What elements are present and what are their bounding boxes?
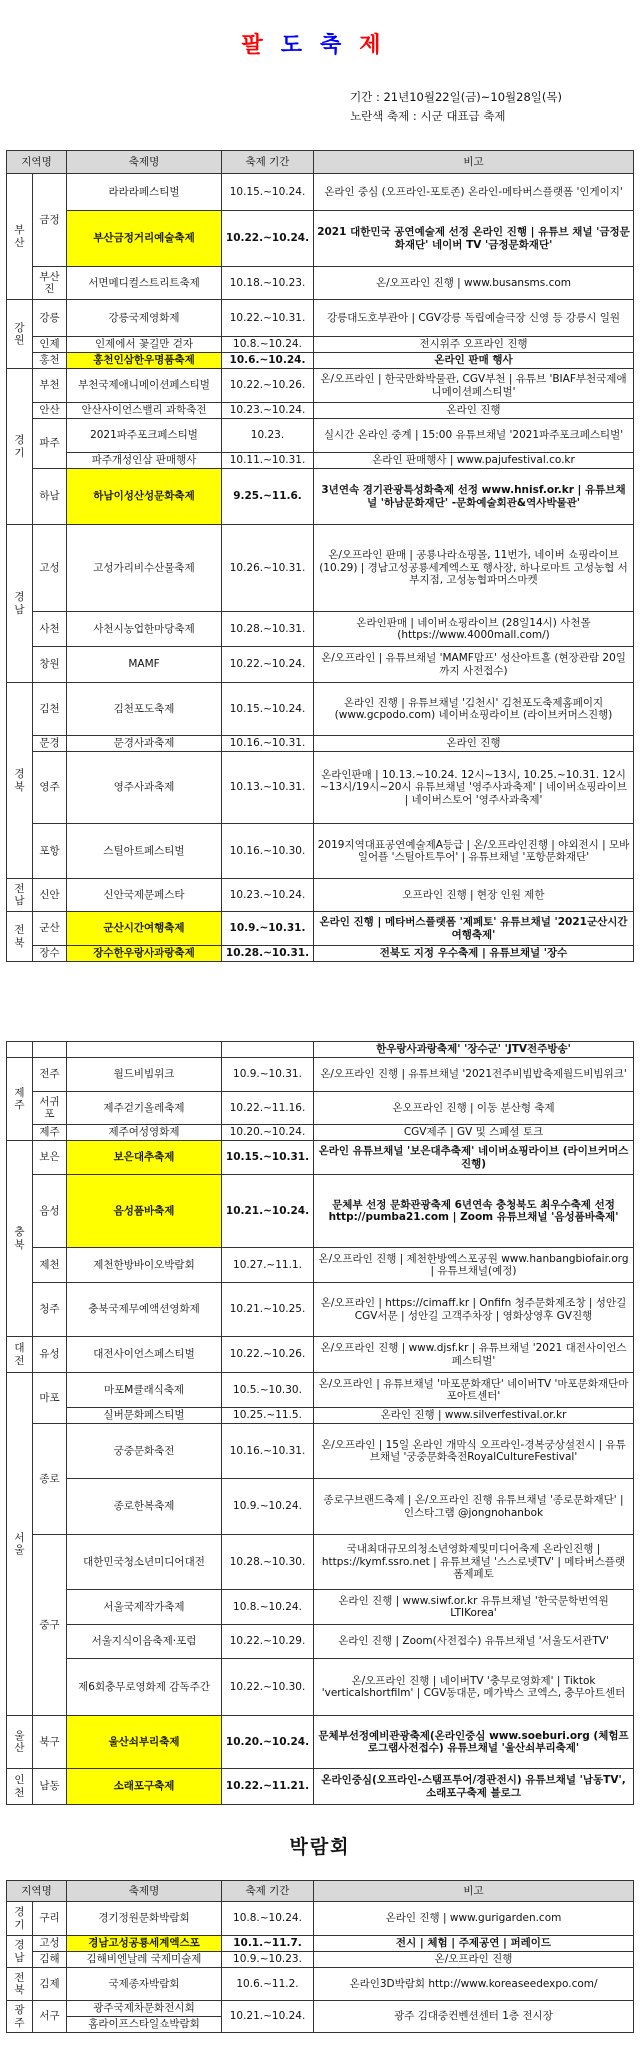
festival-name: 문경사과축제 (67, 736, 222, 752)
festival-name: 월드비빔위크 (67, 1058, 222, 1092)
table-row (7, 353, 634, 369)
festival-period: 10.23.~10.24. (222, 879, 314, 912)
expo-remark: 온라인3D박람회 http://www.koreaseedexpo.com/ (314, 1968, 634, 2001)
festival-remark: 온라인 진행 | www.siwf.or.kr 유튜브채널 '한국문학번역원LTIKorea' (314, 1590, 634, 1625)
festival-period: 10.21.~10.24. (222, 1175, 314, 1248)
festival-name: 마포M클래식축제 (67, 1373, 222, 1408)
festival-remark: 온라인 진행 (314, 403, 634, 419)
festival-remark: 전시위주 오프라인 진행 (314, 337, 634, 353)
title-char-4: 제 (359, 33, 399, 58)
festival-period: 10.22.~10.24. (222, 647, 314, 683)
festival-remark: 온라인 진행 | 메타버스플랫폼 '제페토' 유튜브채널 '2021군산시간여행축제' (314, 912, 634, 946)
festival-remark: 전북도 지정 우수축제 | 유튜브채널 '장수 (314, 946, 634, 962)
festival-period: 10.26.~10.31. (222, 525, 314, 612)
festival-period: 10.22.~11.16. (222, 1092, 314, 1125)
subregion: 제천 (33, 1248, 67, 1283)
region: 경북 (7, 683, 33, 879)
festival-remark: 온/오프라인 진행 | 유튜브채널 '2021전주비빔밥축제월드비빔위크' (314, 1058, 634, 1092)
festival-name: MAMF (67, 647, 222, 683)
festival-remark: 온/오프라인 | 유튜브채널 '마포문화재단' 네이버TV '마포문화재단마포아트센터' (314, 1373, 634, 1408)
title-char-2: 도 (280, 33, 320, 58)
festival-remark: 온/오프라인 진행 | www.busansms.com (314, 267, 634, 300)
expo-period: 10.9.~10.23. (222, 1952, 314, 1968)
festival-name: 홍천인삼한우명품축제 (67, 353, 222, 369)
subregion: 김해 (33, 1952, 67, 1968)
subregion: 중구 (33, 1535, 67, 1716)
expo-remark: 온라인 진행 | www.gurigarden.com (314, 1902, 634, 1936)
festival-period: 10.5.~10.30. (222, 1373, 314, 1408)
table-row (7, 337, 634, 353)
festival-remark: 온라인 진행 (314, 736, 634, 752)
table-row (7, 525, 634, 612)
table-row (7, 879, 634, 912)
festival-period: 10.11.~10.31. (222, 453, 314, 469)
subregion: 마포 (33, 1373, 67, 1424)
festival-remark: 2021 대한민국 공연예술제 선정 온라인 진행 | 유튜브 채널 '금정문화재단' 네이버 TV '금정문화재단' (314, 211, 634, 267)
table-row (7, 1092, 634, 1125)
region: 경남 (7, 1936, 33, 1968)
festival-period: 10.13.~10.31. (222, 752, 314, 824)
header-name: 축제명 (67, 151, 222, 174)
expo-remark: 온/오프라인 진행 (314, 1952, 634, 1968)
festival-remark: 온라인 판매 행사 (314, 353, 634, 369)
header-region: 지역명 (7, 151, 67, 174)
expo-header-name: 축제명 (67, 1881, 222, 1902)
festival-name: 궁중문화축전 (67, 1424, 222, 1479)
festival-period: 10.22.~10.26. (222, 369, 314, 403)
region: 충북 (7, 1141, 33, 1337)
title-char-1: 팔 (241, 33, 281, 58)
title-char-3: 축 (320, 33, 360, 58)
festival-period: 10.21.~10.25. (222, 1283, 314, 1337)
region: 울산 (7, 1716, 33, 1769)
festival-remark: 온오프라인 진행 | 이동 분산형 축제 (314, 1092, 634, 1125)
festival-period: 10.8.~10.24. (222, 337, 314, 353)
festival-name: 제6회충무로영화제 감독주간 (67, 1659, 222, 1716)
region: 전북 (7, 1968, 33, 2001)
festival-name: 울산쇠부리축제 (67, 1716, 222, 1769)
table-row (7, 647, 634, 683)
table-row (7, 1042, 634, 1058)
table-header (7, 151, 634, 174)
festival-period: 10.22.~10.24. (222, 211, 314, 267)
table-row (7, 1659, 634, 1716)
subregion: 문경 (33, 736, 67, 752)
festival-remark: CGV제주 | GV 및 스페셜 토크 (314, 1125, 634, 1141)
festival-name: 서울국제작가축제 (67, 1590, 222, 1625)
festival-name: 김천포도축제 (67, 683, 222, 736)
subregion: 청주 (33, 1283, 67, 1337)
subregion: 사천 (33, 612, 67, 647)
festival-period: 10.9.~10.31. (222, 912, 314, 946)
festival-period: 10.20.~10.24. (222, 1716, 314, 1769)
festival-remark: 온/오프라인 진행 | 제천한방엑스포공원 www.hanbangbiofair.org | 유튜브채널(예정) (314, 1248, 634, 1283)
festival-period: 10.15.~10.31. (222, 1141, 314, 1175)
festival-name: 하남이성산성문화축제 (67, 469, 222, 525)
festival-name: 파주개성인삼 판매행사 (67, 453, 222, 469)
subregion: 전주 (33, 1058, 67, 1092)
region: 서울 (7, 1373, 33, 1716)
table-row (7, 2001, 634, 2017)
festival-remark: 오프라인 진행 | 현장 인원 제한 (314, 879, 634, 912)
region: 부산 (7, 174, 33, 300)
subregion: 군산 (33, 912, 67, 946)
period-text: 기간 : 21년10월22일(금)~10월28일(목) (350, 90, 562, 104)
region: 강원 (7, 300, 33, 369)
festival-period: 10.22.~10.29. (222, 1625, 314, 1659)
table-row (7, 1625, 634, 1659)
table-row (7, 1141, 634, 1175)
subregion: 종로 (33, 1424, 67, 1535)
expo-name: 김해비엔날레 국제미술제 (67, 1952, 222, 1968)
subregion: 강릉 (33, 300, 67, 337)
subregion: 홍천 (33, 353, 67, 369)
table-row (7, 1408, 634, 1424)
subregion: 고성 (33, 1936, 67, 1952)
festival-period: 10.28.~10.30. (222, 1535, 314, 1590)
festival-remark: 온/오프라인 | 한국만화박물관, CGV부천 | 유튜브 'BIAF부천국제애니메이션페스티벌' (314, 369, 634, 403)
table-row (7, 736, 634, 752)
festival-period: 10.22.~10.30. (222, 1659, 314, 1716)
subregion: 음성 (33, 1175, 67, 1248)
festival-period: 10.8.~10.24. (222, 1590, 314, 1625)
festival-period: 10.25.~11.5. (222, 1408, 314, 1424)
subregion: 제주 (33, 1125, 67, 1141)
table-row (7, 1479, 634, 1535)
subregion: 영주 (33, 752, 67, 824)
festival-remark: 온라인 진행 | Zoom(사전접수) 유튜브채널 '서울도서관TV' (314, 1625, 634, 1659)
festival-remark: 온/오프라인 | https://cimaff.kr | Onfifn 청주문화제조창 | 성안길CGV서문 | 성안길 고객주차장 | 영화상영후 GV진행 (314, 1283, 634, 1337)
festival-period: 10.16.~10.30. (222, 824, 314, 879)
subregion: 신안 (33, 879, 67, 912)
festival-period: 10.16.~10.31. (222, 736, 314, 752)
table-row (7, 1248, 634, 1283)
expo-period: 10.21.~10.24. (222, 2001, 314, 2033)
festival-period: 10.6.~10.24. (222, 353, 314, 369)
region: 전남 (7, 879, 33, 912)
festival-name: 음성품바축제 (67, 1175, 222, 1248)
table-row (7, 1769, 634, 1805)
region: 제주 (7, 1058, 33, 1141)
expo-table-header (7, 1881, 634, 1902)
festival-name: 영주사과축제 (67, 752, 222, 824)
festival-period: 10.28.~10.31. (222, 946, 314, 962)
subregion (33, 1042, 67, 1058)
region: 경남 (7, 525, 33, 683)
subregion: 김제 (33, 1968, 67, 2001)
festival-name: 장수한우랑사과랑축제 (67, 946, 222, 962)
table-row (7, 469, 634, 525)
festival-period: 10.16.~10.31. (222, 1424, 314, 1479)
table-row (7, 1175, 634, 1248)
festival-name: 스틸아트페스티벌 (67, 824, 222, 879)
region: 전북 (7, 912, 33, 962)
table-row (7, 1936, 634, 1952)
festival-remark: 온라인 유튜브채널 '보은대추축제' 네이버쇼핑라이브 (라이브커머스진행) (314, 1141, 634, 1175)
subregion: 부산진 (33, 267, 67, 300)
festival-period: 10.18.~10.23. (222, 267, 314, 300)
festival-name: 고성가리비수산물축제 (67, 525, 222, 612)
festival-name: 대전사이언스페스티벌 (67, 1337, 222, 1373)
table-row (7, 1058, 634, 1092)
festival-period: 10.23.~10.24. (222, 403, 314, 419)
festival-period: 10.20.~10.24. (222, 1125, 314, 1141)
festival-remark: 온/오프라인 판매 | 공룡나라쇼핑몰, 11번가, 네이버 쇼핑라이브(10.29) | 경남고성공룡세계엑스포 행사장, 하나로마트 고성농협 서부지점, 고성농협파머스마켓 (314, 525, 634, 612)
festival-remark: 강릉대도호부관아 | CGV강릉 독립예술극장 신영 등 강릉시 일원 (314, 300, 634, 337)
subregion: 고성 (33, 525, 67, 612)
festival-period: 10.15.~10.24. (222, 683, 314, 736)
table-row (7, 1373, 634, 1408)
festival-period: 10.28.~10.31. (222, 612, 314, 647)
table-row (7, 1902, 634, 1936)
festival-remark: 종로구브랜드축제 | 온/오프라인 진행 유튜브채널 '종로문화재단' | 인스타그램 @jongnohanbok (314, 1479, 634, 1535)
expo-header-remark: 비고 (314, 1881, 634, 1902)
subregion: 인제 (33, 337, 67, 353)
table-row (7, 211, 634, 267)
table-row (7, 267, 634, 300)
table-row (7, 403, 634, 419)
table-row (7, 1968, 634, 2001)
subregion: 구리 (33, 1902, 67, 1936)
subregion: 금정 (33, 174, 67, 267)
festival-table-continued (6, 1041, 634, 1805)
festival-period: 9.25.~11.6. (222, 469, 314, 525)
expo-header-region: 지역명 (7, 1881, 67, 1902)
festival-name: 서면메디컬스트리트축제 (67, 267, 222, 300)
festival-period: 10.23. (222, 419, 314, 453)
festival-remark: 온라인판매 | 네이버쇼핑라이브 (28일14시) 사천몰 (https://www.4000mall.com/) (314, 612, 634, 647)
festival-period: 10.22.~11.21. (222, 1769, 314, 1805)
subregion: 북구 (33, 1716, 67, 1769)
subregion: 보은 (33, 1141, 67, 1175)
festival-period: 10.9.~10.24. (222, 1479, 314, 1535)
expo-table (6, 1880, 634, 2033)
subregion: 부천 (33, 369, 67, 403)
festival-period (222, 1042, 314, 1058)
table-row (7, 683, 634, 736)
festival-period: 10.22.~10.31. (222, 300, 314, 337)
subregion: 남동 (33, 1769, 67, 1805)
festival-name: 부산금정거리예술축제 (67, 211, 222, 267)
festival-name: 서울지식이음축제·포럼 (67, 1625, 222, 1659)
table-row (7, 1283, 634, 1337)
festival-name: 신안국제문페스타 (67, 879, 222, 912)
region: 경기 (7, 1902, 33, 1936)
expo-name: 경기정원문화박람회 (67, 1902, 222, 1936)
festival-name: 안산사이언스밸리 과학축전 (67, 403, 222, 419)
region: 인천 (7, 1769, 33, 1805)
table-row (7, 1535, 634, 1590)
expo-title: 박람회 (289, 1836, 351, 1858)
table-row (7, 453, 634, 469)
festival-remark: 온/오프라인 | 유튜브채널 'MAMF맘프' 성산아트홀 (현장관람 20일까지 사전접수) (314, 647, 634, 683)
festival-name: 실버문화페스티벌 (67, 1408, 222, 1424)
highlight-note: 노란색 축제 : 시군 대표급 축제 (350, 109, 506, 123)
table-row (7, 1716, 634, 1769)
table-row (7, 824, 634, 879)
festival-name: 라라라페스티벌 (67, 174, 222, 211)
expo-period: 10.1.~11.7. (222, 1936, 314, 1952)
header-period: 축제 기간 (222, 151, 314, 174)
festival-name: 제주걷기올레축제 (67, 1092, 222, 1125)
festival-name: 보은대추축제 (67, 1141, 222, 1175)
table-row (7, 612, 634, 647)
festival-name: 2021파주포크페스티벌 (67, 419, 222, 453)
expo-remark: 광주 김대중컨벤션센터 1층 전시장 (314, 2001, 634, 2033)
table-row (7, 1952, 634, 1968)
expo-period: 10.8.~10.24. (222, 1902, 314, 1936)
subregion: 창원 (33, 647, 67, 683)
table-row (7, 1125, 634, 1141)
festival-table (6, 150, 634, 962)
festival-name: 종로한복축제 (67, 1479, 222, 1535)
festival-name: 충북국제무예액션영화제 (67, 1283, 222, 1337)
festival-name: 제천한방바이오박람회 (67, 1248, 222, 1283)
region: 대전 (7, 1337, 33, 1373)
festival-remark: 실시간 온라인 중계 | 15:00 유튜브채널 '2021파주포크페스티벌' (314, 419, 634, 453)
festival-period: 10.9.~10.31. (222, 1058, 314, 1092)
festival-remark: 온라인중심(오프라인-스탬프투어/경관전시) 유튜브채널 '남동TV', 소래포구축제 블로그 (314, 1769, 634, 1805)
festival-name: 소래포구축제 (67, 1769, 222, 1805)
region (7, 1042, 33, 1058)
festival-remark: 문체부선정예비관광축제(온라인중심 www.soeburi.org (체험프로그램사전접수) 유튜브채널 '울산쇠부리축제' (314, 1716, 634, 1769)
festival-period: 10.27.~11.1. (222, 1248, 314, 1283)
festival-remark: 한우랑사과랑축제' '장수군' 'JTV전주방송' (314, 1042, 634, 1058)
festival-remark: 온/오프라인 진행 | 네이버TV '충무로영화제' | Tiktok 'verticalshortfilm' | CGV동대문, 메가박스 코엑스, 충무아트센터 (314, 1659, 634, 1716)
expo-name: 광주국제차문화전시회 (67, 2001, 222, 2017)
festival-remark: 온라인판매 | 10.13.~10.24. 12시~13시, 10.25.~10.31. 12시~13시/19시~20시 유튜브채널 '영주사과축제' | 네이버쇼핑라이브 | 네이버스토어 '영주사과축제' (314, 752, 634, 824)
table-row (7, 1337, 634, 1373)
festival-name: 인제에서 꽃길만 걷자 (67, 337, 222, 353)
subregion: 서귀포 (33, 1092, 67, 1125)
region: 광주 (7, 2001, 33, 2033)
expo-name: 국제종자박람회 (67, 1968, 222, 2001)
festival-remark: 3년연속 경기관광특성화축제 선정 www.hnisf.or.kr | 유튜브채널 '하남문화재단' -문화예술회관&역사박물관' (314, 469, 634, 525)
festival-remark: 국내최대규모의청소년영화제및미디어축제 온라인진행 | https://kymf.ssro.net | 유튜브채널 '스스로넷TV' | 메타버스플랫폼제페토 (314, 1535, 634, 1590)
festival-name: 사천시농업한마당축제 (67, 612, 222, 647)
subregion: 김천 (33, 683, 67, 736)
subregion: 서구 (33, 2001, 67, 2033)
subregion: 유성 (33, 1337, 67, 1373)
page-title (0, 28, 640, 59)
period-info (350, 88, 562, 126)
festival-remark: 온라인 중심 (오프라인-포토존) 온라인-메타버스플랫폼 '인게이지' (314, 174, 634, 211)
table-row (7, 174, 634, 211)
festival-name: 부천국제애니메이션페스티벌 (67, 369, 222, 403)
subregion: 하남 (33, 469, 67, 525)
table-row (7, 752, 634, 824)
expo-remark: 전시 | 체험 | 주제공연 | 퍼레이드 (314, 1936, 634, 1952)
festival-name: 군산시간여행축제 (67, 912, 222, 946)
table-row (7, 1424, 634, 1479)
festival-name: 제주여성영화제 (67, 1125, 222, 1141)
expo-name: 경남고성공룡세계엑스포 (67, 1936, 222, 1952)
festival-period: 10.15.~10.24. (222, 174, 314, 211)
expo-period: 10.6.~11.2. (222, 1968, 314, 2001)
festival-remark: 온라인 진행 | 유튜브채널 '김천시' 김천포도축제홈페이지 (www.gcpodo.com) 네이버쇼핑라이브 (라이브커머스진행) (314, 683, 634, 736)
expo-header-period: 축제 기간 (222, 1881, 314, 1902)
subregion: 포항 (33, 824, 67, 879)
festival-remark: 온라인 판매행사 | www.pajufestival.co.kr (314, 453, 634, 469)
table-row (7, 946, 634, 962)
table-row (7, 369, 634, 403)
festival-name: 대한민국청소년미디어대전 (67, 1535, 222, 1590)
subregion: 장수 (33, 946, 67, 962)
festival-remark: 문체부 선정 문화관광축제 6년연속 충청북도 최우수축제 선정 http://pumba21.com | Zoom 유튜브채널 '음성품바축제' (314, 1175, 634, 1248)
table-row (7, 419, 634, 453)
festival-remark: 온/오프라인 진행 | www.djsf.kr | 유튜브채널 '2021 대전사이언스페스티벌' (314, 1337, 634, 1373)
table-row (7, 300, 634, 337)
table-row (7, 912, 634, 946)
festival-period: 10.22.~10.26. (222, 1337, 314, 1373)
table-row (7, 1590, 634, 1625)
region: 경기 (7, 369, 33, 525)
header-remark: 비고 (314, 151, 634, 174)
subregion: 파주 (33, 419, 67, 469)
festival-remark: 온라인 진행 | www.silverfestival.or.kr (314, 1408, 634, 1424)
expo-name: 홈라이프스타일쇼박람회 (67, 2017, 222, 2033)
festival-remark: 2019지역대표공연예술제A등급 | 온/오프라인진행 | 야외전시 | 모바일어플 '스틸아트투어' | 유튜브채널 '포항문화재단' (314, 824, 634, 879)
festival-remark: 온/오프라인 | 15일 온라인 개막식 오프라인-경복궁상설전시 | 유튜브채널 '궁중문화축전RoyalCultureFestival' (314, 1424, 634, 1479)
festival-name: 강릉국제영화제 (67, 300, 222, 337)
subregion: 안산 (33, 403, 67, 419)
festival-name (67, 1042, 222, 1058)
